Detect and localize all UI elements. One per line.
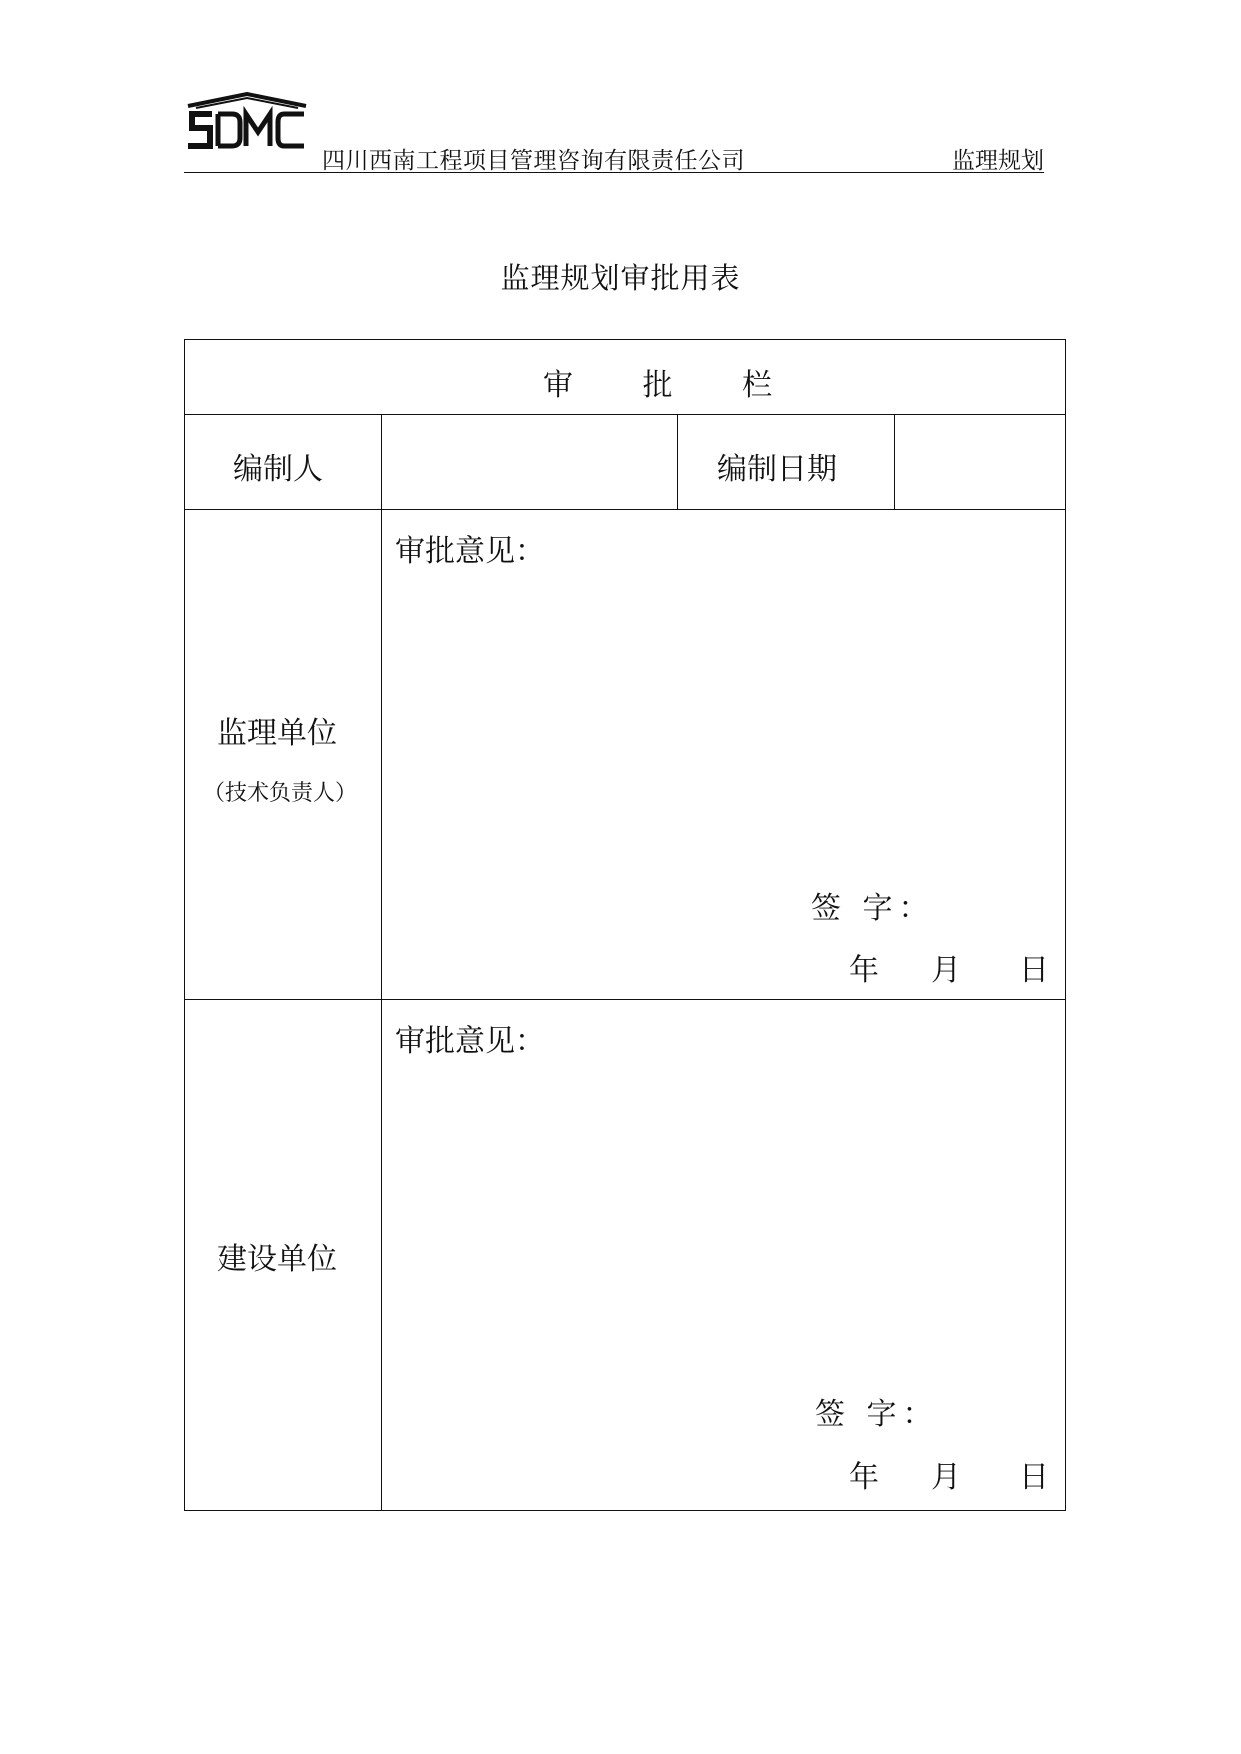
column-divider [894, 414, 895, 509]
construction-opinion-label: 审批意见： [395, 1024, 545, 1059]
construction-unit-label: 建设单位 [217, 1242, 337, 1277]
construction-month-label: 月 [931, 1460, 961, 1495]
supervision-year-label: 年 [849, 953, 879, 988]
construction-opinion-area[interactable] [397, 1070, 1047, 1370]
compile-date-label: 编制日期 [717, 452, 837, 487]
row-divider [185, 999, 1065, 1000]
column-divider [677, 414, 678, 509]
compiler-label: 编制人 [233, 452, 323, 487]
supervision-signature-label: 签 字： [811, 891, 935, 926]
supervision-unit-sublabel: （技术负责人） [203, 781, 358, 806]
supervision-day-label: 日 [1019, 953, 1049, 988]
supervision-month-label: 月 [931, 953, 961, 988]
company-name: 四川西南工程项目管理咨询有限责任公司 [322, 148, 745, 174]
supervision-unit-label: 监理单位 [217, 716, 337, 751]
supervision-opinion-area[interactable] [397, 580, 1047, 880]
page-header [184, 92, 1044, 174]
approval-form [184, 339, 1066, 1511]
compile-date-field[interactable] [907, 444, 1052, 484]
row-divider [185, 414, 1065, 415]
construction-year-label: 年 [849, 1460, 879, 1495]
document-type: 监理规划 [952, 148, 1044, 174]
column-divider [381, 414, 382, 1510]
company-logo [184, 92, 310, 158]
compiler-field[interactable] [395, 444, 665, 484]
construction-signature-label: 签 字： [815, 1397, 939, 1432]
page-title: 监理规划审批用表 [500, 261, 741, 295]
construction-day-label: 日 [1019, 1460, 1049, 1495]
supervision-opinion-label: 审批意见： [395, 534, 545, 569]
approval-section-header: 审 批 栏 [543, 368, 803, 403]
header-divider [184, 172, 1044, 173]
row-divider [185, 509, 1065, 510]
